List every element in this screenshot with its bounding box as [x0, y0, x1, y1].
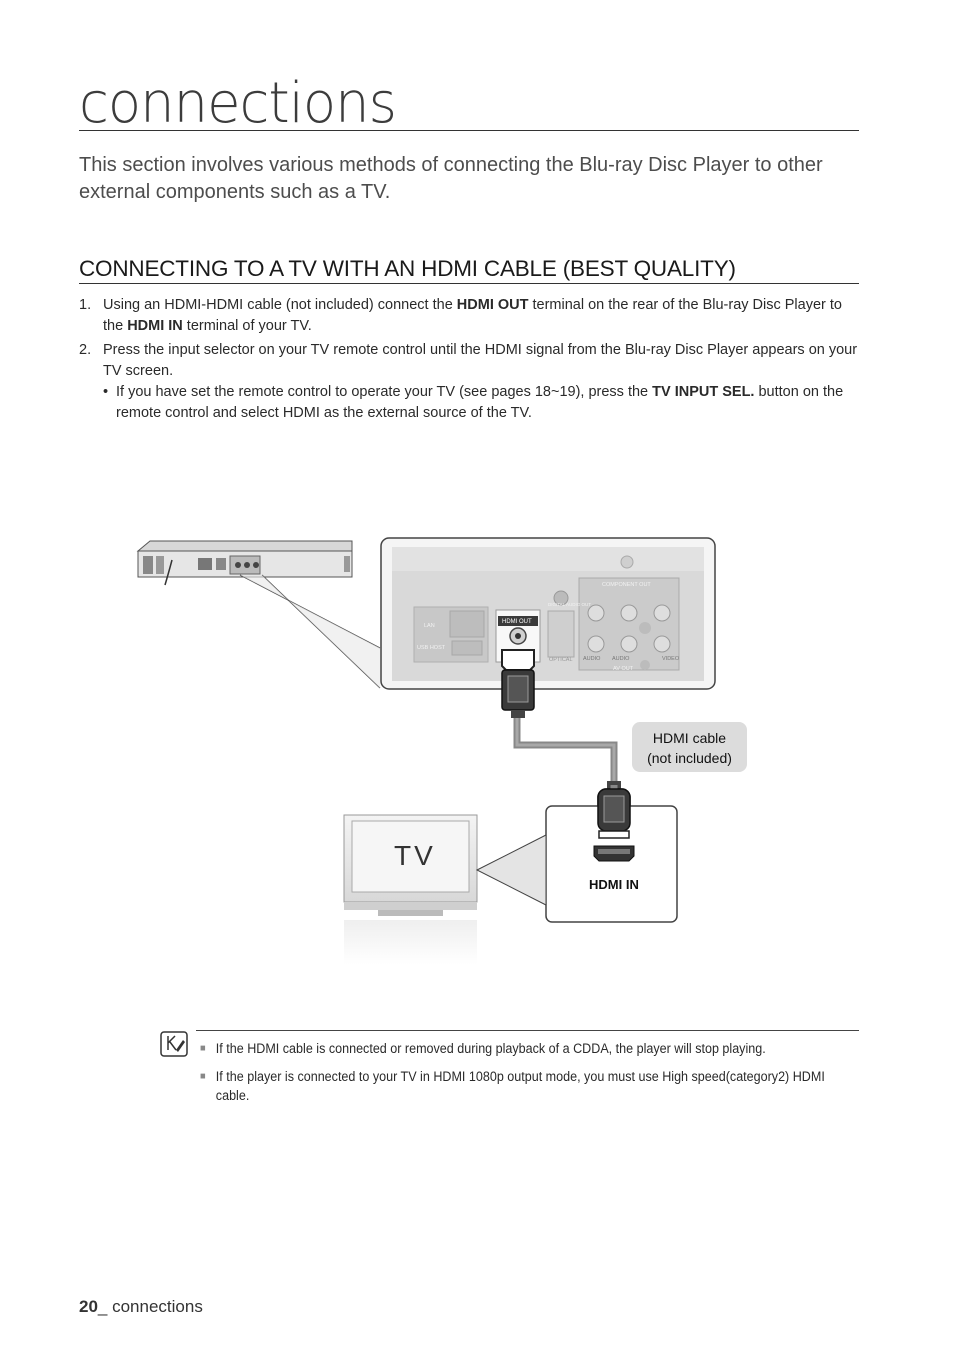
tv-illustration: [344, 815, 546, 965]
panel-label-audio-r: AUDIO: [612, 656, 630, 662]
panel-label-video: VIDEO: [662, 656, 680, 662]
panel-label-digital-audio-out: DIGITAL AUDIO OUT: [548, 602, 592, 607]
panel-label-component-out: COMPONENT OUT: [602, 582, 651, 588]
hdmi-out-term: HDMI OUT: [456, 297, 529, 313]
note-rule: [196, 1030, 859, 1031]
step-number: 1.: [79, 297, 92, 313]
step-text-part: Press the input selector on your TV remote control until the HDMI signal from the Blu-ray Disc Player appears on your TV screen.: [103, 342, 858, 379]
step-text-part: terminal on the rear of the Blu-ray Disc Player to the: [103, 297, 842, 334]
panel-label-lan: LAN: [424, 623, 435, 629]
callout-line-2: (not included): [647, 750, 732, 766]
intro-paragraph: This section involves various methods of connecting the Blu-ray Disc Player to other external components such as a TV.: [79, 154, 823, 203]
note-item: [200, 1067, 856, 1105]
section-heading: CONNECTING TO A TV WITH AN HDMI CABLE (BEST QUALITY): [79, 256, 736, 281]
chapter-title: connections: [79, 71, 396, 136]
bullet-text-part: button on the remote control and select HDMI as the external source of the TV.: [116, 384, 844, 421]
panel-label-optical: OPTICAL: [549, 657, 573, 663]
tv-label: TV: [394, 840, 436, 871]
note-text: If the player is connected to your TV in HDMI 1080p output mode, you must use High speed(category2) HDMI cable.: [215, 1069, 825, 1103]
hdmi-plug-into-tv: [594, 785, 634, 861]
tv-input-sel-term: TV INPUT SEL.: [652, 384, 755, 400]
panel-label-audio-l: AUDIO: [583, 656, 601, 662]
panel-label-hdmi-out: HDMI OUT: [502, 619, 532, 625]
page-footer: [79, 1297, 203, 1317]
footer-label: _ connections: [97, 1297, 203, 1316]
notes-list: [200, 1039, 825, 1114]
note-text: If the HDMI cable is connected or removed during playback of a CDDA, the player will stop playing.: [215, 1041, 766, 1056]
note-item: [200, 1039, 856, 1058]
bullet-mark: •: [103, 384, 109, 400]
panel-label-usb-host: USB HOST: [417, 645, 446, 651]
note-icon: [161, 1032, 187, 1056]
panel-label-av-out: AV OUT: [613, 666, 634, 672]
callout-line-1: HDMI cable: [652, 730, 727, 746]
step-text-part: terminal of your TV.: [182, 317, 312, 334]
hdmi-in-label: HDMI IN: [589, 877, 639, 892]
bluray-player-illustration: [138, 541, 352, 585]
note-bullet: ■: [200, 1071, 206, 1082]
bullet-text-part: If you have set the remote control to operate your TV (see pages 18~19), press the: [116, 384, 653, 400]
hdmi-in-term: HDMI IN: [127, 317, 183, 334]
rear-panel-closeup: [381, 538, 715, 689]
hdmi-cable-callout: [632, 722, 747, 772]
note-bullet: ■: [200, 1043, 206, 1054]
page-number: 20: [79, 1297, 98, 1316]
step-text-part: Using an HDMI-HDMI cable (not included) connect the: [103, 297, 457, 313]
step-number: 2.: [79, 342, 92, 358]
